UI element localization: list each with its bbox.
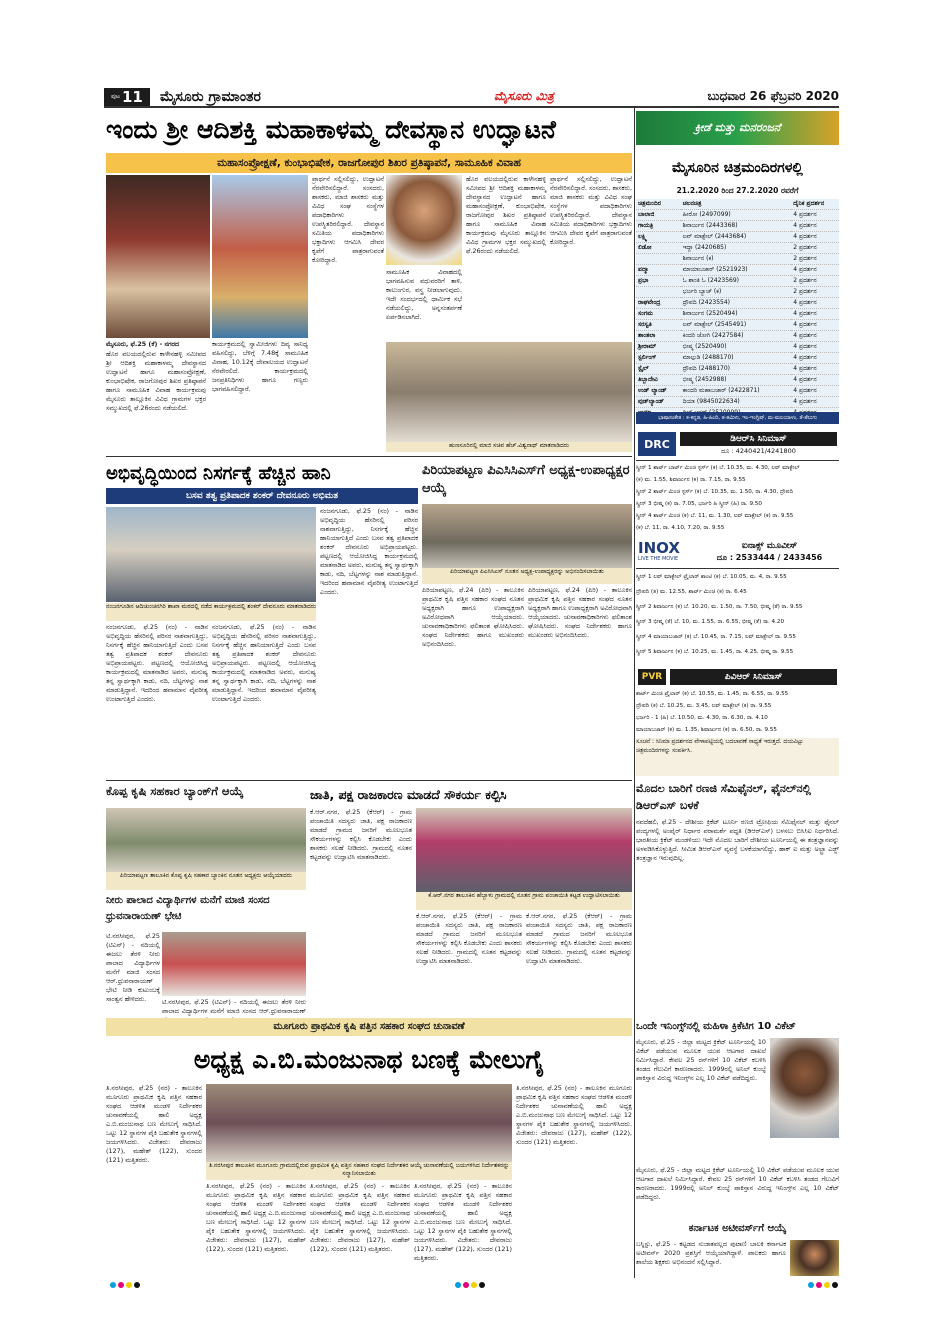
- cinema-row: [636, 309, 839, 320]
- theatre-name: ಶಾಂತಲಾ: [636, 331, 681, 342]
- cinema-row: [636, 397, 839, 408]
- inox-line: ಸ್ಕ್ರೀನ್ 3 ಭೀಷ್ಮ (ತೆ) ಬೆ. 10, ಮ. 1.55, ರಾ. 6.55, ಭೀಷ್ಮ (ತೆ) ರಾ. 4.20: [636, 619, 785, 625]
- article6-body: ಟಿ.ನರಸೀಪುರ, ಫೆ.25 (ಟಿಎನ್) - ನದಿಯಲ್ಲಿ ಈಜಲು ತೆರಳಿ ನೀರು ಪಾಲಾದ ವಿದ್ಯಾರ್ಥಿಗಳ ಮನೆಗೆ ಮಾಜಿ ಸಂಸದ ಆರ್.ಧ್ರುವನಾರಾಯಣ್ ಭೇಟಿ ನೀಡಿ ಕುಟುಂಬಕ್ಕೆ ಸಾಂತ್ವನ ಹೇಳಿದರು.: [106, 932, 160, 1003]
- shows-count: 4 ಪ್ರದರ್ಶನ: [791, 221, 839, 232]
- shows-count: 4 ಪ್ರದರ್ಶನ: [791, 265, 839, 276]
- pvr-line: ಮಾಯಾಬಜಾರ್ (ಕ) ಮ. 1.35, ಶಿವಾರ್ಜುನ (ಕ) ರಾ. 6.50, ರಾ. 9.55: [636, 727, 777, 733]
- drc-header: [636, 430, 839, 461]
- article7-kicker: ಮೂಗೂರು ಪ್ರಾಥಮಿಕ ಕೃಷಿ ಪತ್ತಿನ ಸಹಕಾರ ಸಂಘದ ಚುನಾವಣೆ: [106, 1018, 632, 1036]
- movie-title: ಶಿವಾರ್ಜುನ (ಕ): [681, 254, 792, 265]
- article4-caption: ಪಿರಿಯಾಪಟ್ಟಣ ತಾಲೂಕಿನ ಕೊಪ್ಪ ಕೃಷಿ ಸಹಕಾರ ಬ್ಯಾಂಕಿನ ನೂತನ ಅಧ್ಯಕ್ಷರು ಆಯ್ಕೆಯಾದರು: [106, 872, 306, 890]
- shows-count: 4 ಪ್ರದರ್ಶನ: [791, 364, 839, 375]
- movie-title: ಲವ್ ಮಾಕ್ಟೇಲ್ (2443684): [681, 232, 792, 243]
- article5-body-col3: ಕೆ.ಆರ್.ನಗರ, ಫೆ.25 (ಕೆಆರ್) - ಗ್ರಾಮ ಪಂಚಾಯಿತಿ ಸದಸ್ಯರು ಜಾತಿ, ಪಕ್ಷ ರಾಜಕಾರಣ ಮಾಡದೆ ಗ್ರಾಮದ ಜನರಿಗೆ ಮೂಲಭೂತ ಸೌಕರ್ಯಗಳನ್ನು ಕಲ್ಪಿಸಿ ಕೊಡಬೇಕು ಎಂದು ಶಾಸಕರು ಸಲಹೆ ನೀಡಿದರು. ಗ್ರಾಮದಲ್ಲಿ ನೂತನ ಕಟ್ಟಡವನ್ನು ಉದ್ಘಾಟಿಸಿ ಮಾತನಾಡಿದರು.: [526, 912, 632, 965]
- movie-title: ಲವ್ ಮಾಕ್ಟೇಲ್ (2545491): [681, 320, 792, 331]
- shows-count: 2 ಪ್ರದರ್ಶನ: [791, 276, 839, 287]
- theatre-name: ರಾಘವೇಂದ್ರ: [636, 298, 681, 309]
- drc-line: ಸ್ಕ್ರೀನ್ 4 ಶಾರ್ಟ್ ಮಿಂಚಿ (ಕ) ಬೆ. 11, ಮ. 1.30, ಲವ್ ಮಾಕ್ಟೇಲ್ (ಕ) ರಾ. 9.55: [636, 513, 794, 519]
- article2-body-col2: ನಂಜನಗೂಡು, ಫೆ.25 (ನಂ) - ನಾಡಿನ ಅಭಿವೃದ್ಧಿಯ ಹೆಸರಿನಲ್ಲಿ ಪರಿಸರ ನಾಶವಾಗುತ್ತಿದ್ದು, ನಿಸರ್ಗಕ್ಕೆ ಹೆಚ್ಚಿನ ಹಾನಿಯಾಗುತ್ತಿದೆ ಎಂದು ಬಸವ ತತ್ವ ಪ್ರತಿಪಾದಕ ಶಂಕರ್ ದೇವನೂರು ಅಭಿಪ್ರಾಯಪಟ್ಟರು. ಪಟ್ಟಣದಲ್ಲಿ ಆಯೋಜಿಸಿದ್ದ ಕಾರ್ಯಕ್ರಮದಲ್ಲಿ ಮಾತನಾಡಿದ ಅವರು, ಮನುಷ್ಯ ತನ್ನ ಸ್ವಾರ್ಥಕ್ಕಾಗಿ ಕಾಡು, ನದಿ, ಬೆಟ್ಟಗಳನ್ನು ನಾಶ ಮಾಡುತ್ತಿದ್ದಾನೆ. ಇದರಿಂದ ಹವಾಮಾನ ವೈಪರೀತ್ಯ ಉಂಟಾಗುತ್ತಿದೆ ಎಂದರು.: [212, 623, 316, 703]
- column-divider: [634, 108, 635, 1278]
- inox-title: ಐನಾಕ್ಸ್ ಮೂವೀಸ್: [741, 541, 798, 551]
- shows-count: 4 ಪ್ರದರ್ಶನ: [791, 386, 839, 397]
- inox-line: ದ್ರೌಪದಿ (ತ) ಮ. 12.55, ಶಾರ್ಟ್ ಮಿಂಚಿ (ಕ) ರಾ. 6.45: [636, 589, 747, 595]
- page-number-box: [104, 88, 150, 106]
- cinema-row: [636, 243, 839, 254]
- inox-logo: [638, 540, 698, 566]
- article7-photo: [206, 1084, 512, 1162]
- shows-count: 4 ಪ್ರದರ್ಶನ: [791, 397, 839, 408]
- pvr-line: ದ್ರೌಪದಿ (ಕ) ಬೆ. 10.25, ಮ. 3.45, ಲವ್ ಮಾಕ್ಟೇಲ್ (ಕ) ರಾ. 9.55: [636, 703, 772, 709]
- article5-body-col2: ಕೆ.ಆರ್.ನಗರ, ಫೆ.25 (ಕೆಆರ್) - ಗ್ರಾಮ ಪಂಚಾಯಿತಿ ಸದಸ್ಯರು ಜಾತಿ, ಪಕ್ಷ ರಾಜಕಾರಣ ಮಾಡದೆ ಗ್ರಾಮದ ಜನರಿಗೆ ಮೂಲಭೂತ ಸೌಕರ್ಯಗಳನ್ನು ಕಲ್ಪಿಸಿ ಕೊಡಬೇಕು ಎಂದು ಶಾಸಕರು ಸಲಹೆ ನೀಡಿದರು. ಗ್ರಾಮದಲ್ಲಿ ನೂತನ ಕಟ್ಟಡವನ್ನು ಉದ್ಘಾಟಿಸಿ ಮಾತನಾಡಿದರು.: [416, 912, 522, 965]
- shows-count: 2 ಪ್ರದರ್ಶನ: [791, 287, 839, 298]
- article6-photo: [162, 932, 306, 996]
- article7-headline: ಅಧ್ಯಕ್ಷ ಎ.ಬಿ.ಮಂಜುನಾಥ ಬಣಕ್ಕೆ ಮೇಲುಗೈ: [193, 1045, 545, 1074]
- theatre-name: ಸ್ಟೈಲ್: [636, 364, 681, 375]
- article2-body-col1: ನಂಜನಗೂಡು, ಫೆ.25 (ನಂ) - ನಾಡಿನ ಅಭಿವೃದ್ಧಿಯ ಹೆಸರಿನಲ್ಲಿ ಪರಿಸರ ನಾಶವಾಗುತ್ತಿದ್ದು, ನಿಸರ್ಗಕ್ಕೆ ಹೆಚ್ಚಿನ ಹಾನಿಯಾಗುತ್ತಿದೆ ಎಂದು ಬಸವ ತತ್ವ ಪ್ರತಿಪಾದಕ ಶಂಕರ್ ದೇವನೂರು ಅಭಿಪ್ರಾಯಪಟ್ಟರು. ಪಟ್ಟಣದಲ್ಲಿ ಆಯೋಜಿಸಿದ್ದ ಕಾರ್ಯಕ್ರಮದಲ್ಲಿ ಮಾತನಾಡಿದ ಅವರು, ಮನುಷ್ಯ ತನ್ನ ಸ್ವಾರ್ಥಕ್ಕಾಗಿ ಕಾಡು, ನದಿ, ಬೆಟ್ಟಗಳನ್ನು ನಾಶ ಮಾಡುತ್ತಿದ್ದಾನೆ. ಇದರಿಂದ ಹವಾಮಾನ ವೈಪರೀತ್ಯ ಉಂಟಾಗುತ್ತಿದೆ ಎಂದರು.: [106, 623, 208, 703]
- drs-headline: ಮೊದಲ ಬಾರಿಗೆ ರಣಜಿ ಸೆಮಿಫೈನಲ್, ಫೈನಲ್‌ನಲ್ಲಿ ಡಿಆರ್‌ಎಸ್ ಬಳಕೆ: [636, 782, 811, 812]
- shows-count: 4 ಪ್ರದರ್ಶನ: [791, 320, 839, 331]
- theatre-name: ಉಡ್ ಲ್ಯಾಂಡ್: [636, 386, 681, 397]
- drc-phone: ದೂ : 4240421/4241800: [721, 447, 796, 455]
- movie-title: ಶಿವಾರ್ಜುನ (2443368): [681, 221, 792, 232]
- article7-caption: ತಿ.ನರಸೀಪುರ ತಾಲೂಕಿನ ಮೂಗೂರು ಗ್ರಾಮದಲ್ಲಿರುವ ಪ್ರಾಥಮಿಕ ಕೃಷಿ ಪತ್ತಿನ ಸಹಕಾರ ಸಂಘದ ನಿರ್ದೇಶಕರ ಆಯ್ಕೆ ಚುನಾವಣೆಯಲ್ಲಿ ಜಯಗಳಿಸಿದ ನಿರ್ದೇಶಕರನ್ನು ಸನ್ಮಾನಿಸಲಾಯಿತು: [206, 1162, 512, 1180]
- cinema-row: [636, 221, 839, 232]
- article5-photo: [416, 808, 632, 892]
- article2-body-col3: ನಂಜನಗೂಡು, ಫೆ.25 (ನಂ) - ನಾಡಿನ ಅಭಿವೃದ್ಧಿಯ ಹೆಸರಿನಲ್ಲಿ ಪರಿಸರ ನಾಶವಾಗುತ್ತಿದ್ದು, ನಿಸರ್ಗಕ್ಕೆ ಹೆಚ್ಚಿನ ಹಾನಿಯಾಗುತ್ತಿದೆ ಎಂದು ಬಸವ ತತ್ವ ಪ್ರತಿಪಾದಕ ಶಂಕರ್ ದೇವನೂರು ಅಭಿಪ್ರಾಯಪಟ್ಟರು. ಪಟ್ಟಣದಲ್ಲಿ ಆಯೋಜಿಸಿದ್ದ ಕಾರ್ಯಕ್ರಮದಲ್ಲಿ ಮಾತನಾಡಿದ ಅವರು, ಮನುಷ್ಯ ತನ್ನ ಸ್ವಾರ್ಥಕ್ಕಾಗಿ ಕಾಡು, ನದಿ, ಬೆಟ್ಟಗಳನ್ನು ನಾಶ ಮಾಡುತ್ತಿದ್ದಾನೆ. ಇದರಿಂದ ಹವಾಮಾನ ವೈಪರೀತ್ಯ ಉಂಟಾಗುತ್ತಿದೆ ಎಂದರು.: [320, 507, 418, 596]
- lead-body-col6: ಪ್ರಾರ್ಥನೆ ಸಲ್ಲಿಸಲಿದ್ದು, ಉದ್ಘಾಟನೆ ನೆರವೇರಿಸಲಿದ್ದಾರೆ. ಸಂಸದರು, ಶಾಸಕರು, ಮಾಜಿ ಶಾಸಕರು ಮತ್ತು ವಿವಿಧ ಸಂಘ ಸಂಸ್ಥೆಗಳ ಪದಾಧಿಕಾರಿಗಳು ಉಪಸ್ಥಿತರಿರಲಿದ್ದಾರೆ. ದೇವಸ್ಥಾನ ಸಮಿತಿಯ ಪದಾಧಿಕಾರಿಗಳು ಭಕ್ತಾದಿಗಳು ಆಗಮಿಸಿ ದೇವರ ಕೃಪೆಗೆ ಪಾತ್ರರಾಗುವಂತೆ ಕೋರಿದ್ದಾರೆ.: [550, 175, 632, 246]
- lead-body-col5: ಹೊರ ವಲಯದಲ್ಲಿರುವ ಕಾಳೇನಹಳ್ಳಿ ಸಮೀಪದ ಶ್ರೀ ಆದಿಶಕ್ತಿ ಮಹಾಕಾಳಮ್ಮ ದೇವಸ್ಥಾನದ ಉದ್ಘಾಟನೆ ಹಾಗೂ ಮಹಾಸಂಪ್ರೋಕ್ಷಣೆ, ಕುಂಭಾಭಿಷೇಕ, ರಾಜಗೋಪುರ ಶಿಖರ ಪ್ರತಿಷ್ಠಾಪನೆ ಹಾಗೂ ಸಾಮೂಹಿಕ ವಿವಾಹ ಕಾರ್ಯಕ್ರಮವು ಮೈಸೂರು ತಾಲ್ಲೂಕಿನ ವಿವಿಧ ಗ್ರಾಮಗಳ ಭಕ್ತರ ಸಮ್ಮುಖದಲ್ಲಿ ಫೆ.26ರಂದು ನಡೆಯಲಿದೆ.: [466, 175, 546, 255]
- theatre-name: ಸಂಗಮ: [636, 309, 681, 320]
- cinema-row: [636, 375, 839, 386]
- shows-count: 4 ಪ್ರದರ್ಶನ: [791, 232, 839, 243]
- movie-title: ಕಿಂದರಿ ಜೋಗಿ (2427584): [681, 331, 792, 342]
- lead-dateline: ಮೈಸೂರು, ಫೆ.25 (ಕೆ) - ನಗರದ: [106, 340, 180, 348]
- cinema-row: [636, 210, 839, 221]
- registration-dot: [134, 1282, 140, 1288]
- lead-body-col1: ಹೊರ ವಲಯದಲ್ಲಿರುವ ಕಾಳೇನಹಳ್ಳಿ ಸಮೀಪದ ಶ್ರೀ ಆದಿಶಕ್ತಿ ಮಹಾಕಾಳಮ್ಮ ದೇವಸ್ಥಾನದ ಉದ್ಘಾಟನೆ ಹಾಗೂ ಮಹಾಸಂಪ್ರೋಕ್ಷಣೆ, ಕುಂಭಾಭಿಷೇಕ, ರಾಜಗೋಪುರ ಶಿಖರ ಪ್ರತಿಷ್ಠಾಪನೆ ಹಾಗೂ ಸಾಮೂಹಿಕ ವಿವಾಹ ಕಾರ್ಯಕ್ರಮವು ಮೈಸೂರು ತಾಲ್ಲೂಕಿನ ವಿವಿಧ ಗ್ರಾಮಗಳ ಭಕ್ತರ ಸಮ್ಮುಖದಲ್ಲಿ ಫೆ.26ರಂದು ನಡೆಯಲಿದೆ.: [106, 350, 206, 412]
- movie-title: ಮಾಲ್ಗುಡಿ (2488170): [681, 353, 792, 364]
- article7-body-col1: ತಿ.ನರಸೀಪುರ, ಫೆ.25 (ನರ) - ತಾಲೂಕಿನ ಮೂಗೂರು ಪ್ರಾಥಮಿಕ ಕೃಷಿ ಪತ್ತಿನ ಸಹಕಾರ ಸಂಘದ ಆಡಳಿತ ಮಂಡಳಿ ನಿರ್ದೇಶಕರ ಚುನಾವಣೆಯಲ್ಲಿ ಹಾಲಿ ಅಧ್ಯಕ್ಷ ಎ.ಬಿ.ಮಂಜುನಾಥ ಬಣ ಮೇಲುಗೈ ಸಾಧಿಸಿದೆ. ಒಟ್ಟು 12 ಸ್ಥಾನಗಳ ಪೈಕಿ ಬಹುತೇಕ ಸ್ಥಾನಗಳಲ್ಲಿ ಜಯಗಳಿಸಿದರು. ವಿಜೇತರು: ದೇವರಾಜು (127), ಮಹೇಶ್ (122), ಸುಂದರ (121) ಮತ್ತಿತರರು.: [106, 1084, 202, 1164]
- article7-body-col3: ತಿ.ನರಸೀಪುರ, ಫೆ.25 (ನರ) - ತಾಲೂಕಿನ ಮೂಗೂರು ಪ್ರಾಥಮಿಕ ಕೃಷಿ ಪತ್ತಿನ ಸಹಕಾರ ಸಂಘದ ಆಡಳಿತ ಮಂಡಳಿ ನಿರ್ದೇಶಕರ ಚುನಾವಣೆಯಲ್ಲಿ ಹಾಲಿ ಅಧ್ಯಕ್ಷ ಎ.ಬಿ.ಮಂಜುನಾಥ ಬಣ ಮೇಲುಗೈ ಸಾಧಿಸಿದೆ. ಒಟ್ಟು 12 ಸ್ಥಾನಗಳ ಪೈಕಿ ಬಹುತೇಕ ಸ್ಥಾನಗಳಲ್ಲಿ ಜಯಗಳಿಸಿದರು. ವಿಜೇತರು: ದೇವರಾಜು (127), ಮಹೇಶ್ (122), ಸುಂದರ (121) ಮತ್ತಿತರರು.: [310, 1182, 410, 1253]
- page-label: ಪುಟ: [111, 93, 120, 100]
- article3-headline: ಪಿರಿಯಾಪಟ್ಟಣ ಪಿಎಸಿಸಿಎಸ್‌ಗೆ ಅಧ್ಯಕ್ಷ-ಉಪಾಧ್ಯಕ್ಷರ ಆಯ್ಕೆ: [422, 463, 630, 496]
- cinema-row: [636, 320, 839, 331]
- lead-headline: ಇಂದು ಶ್ರೀ ಆದಿಶಕ್ತಿ ಮಹಾಕಾಳಮ್ಮ ದೇವಸ್ಥಾನ ಉದ್ಘಾಟನೆ: [106, 115, 556, 144]
- article7-body-col5: ತಿ.ನರಸೀಪುರ, ಫೆ.25 (ನರ) - ತಾಲೂಕಿನ ಮೂಗೂರು ಪ್ರಾಥಮಿಕ ಕೃಷಿ ಪತ್ತಿನ ಸಹಕಾರ ಸಂಘದ ಆಡಳಿತ ಮಂಡಳಿ ನಿರ್ದೇಶಕರ ಚುನಾವಣೆಯಲ್ಲಿ ಹಾಲಿ ಅಧ್ಯಕ್ಷ ಎ.ಬಿ.ಮಂಜುನಾಥ ಬಣ ಮೇಲುಗೈ ಸಾಧಿಸಿದೆ. ಒಟ್ಟು 12 ಸ್ಥಾನಗಳ ಪೈಕಿ ಬಹುತೇಕ ಸ್ಥಾನಗಳಲ್ಲಿ ಜಯಗಳಿಸಿದರು. ವಿಜೇತರು: ದೇವರಾಜು (127), ಮಹೇಶ್ (122), ಸುಂದರ (121) ಮತ್ತಿತರರು.: [516, 1084, 632, 1146]
- cinema-row: [636, 386, 839, 397]
- movie-title: ಭೀಷ್ಮ (2452988): [681, 375, 792, 386]
- drc-line: (ಕ) ಮ. 1.55, ಶಿವಾರ್ಜುನ (ಕ) ರಾ. 7.15, ರಾ. 9.55: [636, 477, 746, 483]
- article6-body-cont: ಟಿ.ನರಸೀಪುರ, ಫೆ.25 (ಟಿಎನ್) - ನದಿಯಲ್ಲಿ ಈಜಲು ತೆರಳಿ ನೀರು ಪಾಲಾದ ವಿದ್ಯಾರ್ಥಿಗಳ ಮನೆಗೆ ಮಾಜಿ ಸಂಸದ ಆರ್.ಧ್ರುವನಾರಾಯಣ್: [162, 998, 306, 1015]
- pvr-line: ಭರ್ಜರಿ - 1 (ಹಿ) ಬೆ. 10.50, ಮ. 4.30, ರಾ. 6.30, ರಾ. 4.10: [636, 715, 768, 721]
- theatre-name: ವುಡ್‌ಲ್ಯಾಂಡ್: [636, 397, 681, 408]
- article3-caption: ಪಿರಿಯಾಪಟ್ಟಣ ಪಿಎಸಿಸಿಎಸ್ ನೂತನ ಅಧ್ಯಕ್ಷ-ಉಪಾಧ್ಯಕ್ಷರನ್ನು ಅಭಿನಂದಿಸಲಾಯಿತು: [422, 568, 632, 584]
- shows-count: 4 ಪ್ರದರ್ಶನ: [791, 210, 839, 221]
- article2-caption: ನಂಜನಗೂಡಿನ ಆದಿಚುಂಚನಗಿರಿ ಶಾಖಾ ಮಠದಲ್ಲಿ ನಡೆದ ಕಾರ್ಯಕ್ರಮದಲ್ಲಿ ಶಂಕರ್ ದೇವನೂರು ಮಾತನಾಡಿದರು: [106, 603, 316, 621]
- movie-title: ಭರ್ಜರಿ ಬ್ಯಾಚ್ (ಕ): [681, 287, 792, 298]
- theatre-name: [636, 287, 681, 298]
- inox-line: ಸ್ಕ್ರೀನ್ 5 ಶಿವಾರ್ಜುನ (ಕ) ಬೆ. 10.25, ಮ. 1.45, ರಾ. 4.25, ಭೀಷ್ಮ ರಾ. 9.55: [636, 649, 794, 655]
- movie-title: ಮಾಯಾಬಜಾರ್ (2521923): [681, 265, 792, 276]
- movie-title: ಶಿವಾರ್ಜುನ (2520494): [681, 309, 792, 320]
- inox-line: ಸ್ಕ್ರೀನ್ 1 ಲವ್ ಮಾಕ್ಟೇಲ್ ಟ್ರೈಲಾರ್ ಶಾಂಟಿ (ಕ) ಬೆ. 10.05, ಮ. 4, ರಾ. 9.55: [636, 574, 787, 580]
- lead-body-col3: ಪ್ರಾರ್ಥನೆ ಸಲ್ಲಿಸಲಿದ್ದು, ಉದ್ಘಾಟನೆ ನೆರವೇರಿಸಲಿದ್ದಾರೆ. ಸಂಸದರು, ಶಾಸಕರು, ಮಾಜಿ ಶಾಸಕರು ಮತ್ತು ವಿವಿಧ ಸಂಘ ಸಂಸ್ಥೆಗಳ ಪದಾಧಿಕಾರಿಗಳು ಉಪಸ್ಥಿತರಿರಲಿದ್ದಾರೆ. ದೇವಸ್ಥಾನ ಸಮಿತಿಯ ಪದಾಧಿಕಾರಿಗಳು ಭಕ್ತಾದಿಗಳು ಆಗಮಿಸಿ ದೇವರ ಕೃಪೆಗೆ ಪಾತ್ರರಾಗುವಂತೆ ಕೋರಿದ್ದಾರೆ.: [312, 175, 384, 264]
- theatre-name: ತಿಬ್ಬಾದೇವಿ: [636, 375, 681, 386]
- cricket-headline: ಒಂದೇ ಇನಿಂಗ್ಸ್‌ನಲ್ಲಿ ಮಹಿಳಾ ಕ್ರಿಕೆಟಿಗ 10 ವಿಕೆಟ್: [636, 1021, 796, 1032]
- cinema-row: [636, 232, 839, 243]
- registration-dot: [808, 1282, 814, 1288]
- article5-caption: ಕೆ.ಆರ್.ನಗರ ತಾಲೂಕಿನ ಹೆಬ್ಬಾಳು ಗ್ರಾಮದಲ್ಲಿ ನೂತನ ಗ್ರಾಮ ಪಂಚಾಯಿತಿ ಕಟ್ಟಡ ಉದ್ಘಾಟಿಸಲಾಯಿತು: [416, 892, 632, 910]
- page-number: 11: [121, 88, 143, 106]
- theatre-name: ಗಾಯತ್ರಿ: [636, 221, 681, 232]
- movie-title: ದ್ರೌಪದಿ (2423554): [681, 298, 792, 309]
- lead-subhead: ಮಹಾಸಂಪ್ರೋಕ್ಷಣೆ, ಕುಂಭಾಭಿಷೇಕ, ರಾಜಗೋಪುರ ಶಿಖರ ಪ್ರತಿಷ್ಠಾಪನೆ, ಸಾಮೂಹಿಕ ವಿವಾಹ: [106, 153, 632, 173]
- theatre-name: ಲಿಡೋ: [636, 243, 681, 254]
- inox-listings: [636, 570, 839, 666]
- cricketer-photo: [770, 1038, 839, 1138]
- lead-body-col2: ಕಾರ್ಯಕ್ರಮದಲ್ಲಿ ಸ್ವಾಮೀಜಿಗಳು ದಿವ್ಯ ಸಾನಿಧ್ಯ ವಹಿಸಲಿದ್ದು, ಬೆಳಿಗ್ಗೆ 7.48ಕ್ಕೆ ಸಾಮೂಹಿಕ ವಿವಾಹ, 10.12ಕ್ಕೆ ದೇವಾಲಯದ ಉದ್ಘಾಟನೆ ನೆರವೇರಲಿದೆ. ಕಾರ್ಯಕ್ರಮದಲ್ಲಿ ಜನಪ್ರತಿನಿಧಿಗಳು ಹಾಗೂ ಗಣ್ಯರು ಭಾಗವಹಿಸಲಿದ್ದಾರೆ.: [212, 340, 308, 393]
- child-photo: [790, 1240, 839, 1276]
- article5-body-col1: ಕೆ.ಆರ್.ನಗರ, ಫೆ.25 (ಕೆಆರ್) - ಗ್ರಾಮ ಪಂಚಾಯಿತಿ ಸದಸ್ಯರು ಜಾತಿ, ಪಕ್ಷ ರಾಜಕಾರಣ ಮಾಡದೆ ಗ್ರಾಮದ ಜನರಿಗೆ ಮೂಲಭೂತ ಸೌಕರ್ಯಗಳನ್ನು ಕಲ್ಪಿಸಿ ಕೊಡಬೇಕು ಎಂದು ಶಾಸಕರು ಸಲಹೆ ನೀಡಿದರು. ಗ್ರಾಮದಲ್ಲಿ ನೂತನ ಕಟ್ಟಡವನ್ನು ಉದ್ಘಾಟಿಸಿ ಮಾತನಾಡಿದರು.: [310, 808, 412, 861]
- registration-dot: [816, 1282, 822, 1288]
- cinema-row: [636, 254, 839, 265]
- cinema-col-header: ಚಲನಚಿತ್ರ: [681, 199, 792, 210]
- registration-dot: [110, 1282, 116, 1288]
- cinema-table-header: [636, 199, 839, 210]
- registration-dot: [126, 1282, 132, 1288]
- drc-line: ಸ್ಕ್ರೀನ್ 2 ಶಾರ್ಟ್ ಮಿಂಚಿ ಸ್ಟರ್ಸ್ (ಕ) ಬೆ. 10.35, ಮ. 1.50, ರಾ. 4.30, ದ್ರೌಪದಿ: [636, 489, 794, 495]
- movie-title: ಕಾಂದರಿ ಮಹಾಬಜಾರ್ (2422871): [681, 386, 792, 397]
- lead-body-col4: ಸಾಮೂಹಿಕ ವಿವಾಹದಲ್ಲಿ ಭಾಗವಹಿಸುವ ವಧುವರರಿಗೆ ತಾಳಿ, ಕಾಲುಂಗುರ, ವಸ್ತ್ರ ನೀಡಲಾಗುವುದು. ಇದೇ ಸಂದರ್ಭದಲ್ಲಿ ಧಾರ್ಮಿಕ ಸಭೆ ನಡೆಯಲಿದ್ದು, ಅನ್ನಸಂತರ್ಪಣೆ ಏರ್ಪಡಿಸಲಾಗಿದೆ.: [386, 268, 462, 321]
- swamiji-photo: [386, 175, 462, 265]
- cinema-row: [636, 298, 839, 309]
- temple-tower-photo: [212, 175, 308, 338]
- movie-title: ದ್ರೌಪದಿ (2488170): [681, 364, 792, 375]
- cinema-row: [636, 265, 839, 276]
- registration-dot: [479, 1282, 485, 1288]
- cinema-listings: [636, 199, 839, 411]
- masthead: [104, 88, 839, 108]
- theatre-name: ಸರಸ್ವತಿ: [636, 320, 681, 331]
- movie-title: ಹೀರೋ (2497099): [681, 210, 792, 221]
- movie-title: ದಿಯಾ (9845022634): [681, 397, 792, 408]
- article7-body-col2: ತಿ.ನರಸೀಪುರ, ಫೆ.25 (ನರ) - ತಾಲೂಕಿನ ಮೂಗೂರು ಪ್ರಾಥಮಿಕ ಕೃಷಿ ಪತ್ತಿನ ಸಹಕಾರ ಸಂಘದ ಆಡಳಿತ ಮಂಡಳಿ ನಿರ್ದೇಶಕರ ಚುನಾವಣೆಯಲ್ಲಿ ಹಾಲಿ ಅಧ್ಯಕ್ಷ ಎ.ಬಿ.ಮಂಜುನಾಥ ಬಣ ಮೇಲುಗೈ ಸಾಧಿಸಿದೆ. ಒಟ್ಟು 12 ಸ್ಥಾನಗಳ ಪೈಕಿ ಬಹುತೇಕ ಸ್ಥಾನಗಳಲ್ಲಿ ಜಯಗಳಿಸಿದರು. ವಿಜೇತರು: ದೇವರಾಜು (127), ಮಹೇಶ್ (122), ಸುಂದರ (121) ಮತ್ತಿತರರು.: [206, 1182, 306, 1253]
- cinema-row: [636, 353, 839, 364]
- registration-dot: [455, 1282, 461, 1288]
- movie-title: ಓ ಶಾಂತಿ ಓ (2423569): [681, 276, 792, 287]
- article4-photo: [106, 808, 306, 872]
- cinema-row: [636, 342, 839, 353]
- theatre-name: [636, 254, 681, 265]
- issue-date: ಬುಧವಾರ 26 ಫೆಬ್ರವರಿ 2020: [707, 89, 839, 103]
- inox-logo-text: INOX: [638, 539, 680, 557]
- inox-line: ಸ್ಕ್ರೀನ್ 4 ಮಾಯಾಬಜಾರ್ (ಕ) ಬೆ. 10.45, ರಾ. 7.15, ಲವ್ ಮಾಕ್ಟೇಲ್ ರಾ. 9.55: [636, 634, 796, 640]
- article4-headline: ಕೊಪ್ಪ ಕೃಷಿ ಸಹಕಾರ ಬ್ಯಾಂಕ್‌ಗೆ ಆಯ್ಕೆ: [106, 784, 244, 798]
- pvr-listings: [636, 688, 839, 736]
- article5-headline: ಜಾತಿ, ಪಕ್ಷ ರಾಜಕಾರಣ ಮಾಡದೆ ಸೌಕರ್ಯ ಕಲ್ಪಿಸಿ: [310, 787, 507, 802]
- inox-header: [636, 538, 839, 569]
- cricket-body-left: ಮೈಸೂರು, ಫೆ.25 - ಜಿಲ್ಲಾ ಮಟ್ಟದ ಕ್ರಿಕೆಟ್ ಟೂರ್ನಿಯಲ್ಲಿ 10 ವಿಕೆಟ್ ಪಡೆಯುವ ಮೂಲಕ ಯುವ ಆಟಗಾರ ದಾಖಲೆ ನಿರ್ಮಿಸಿದ್ದಾರೆ. ಕೇವಲ 25 ರನ್‌ಗಳಿಗೆ 10 ವಿಕೆಟ್ ಕಬಳಿಸಿ ತಂಡದ ಗೆಲುವಿಗೆ ಕಾರಣರಾದರು. 1999ರಲ್ಲಿ ಅನಿಲ್ ಕುಂಬ್ಳೆ ಪಾಕಿಸ್ತಾನ ವಿರುದ್ಧ ಇನಿಂಗ್ಸ್‌ನ ಎಲ್ಲ 10 ವಿಕೆಟ್ ಪಡೆದಿದ್ದರು.: [636, 1038, 766, 1082]
- shows-count: 4 ಪ್ರದರ್ಶನ: [791, 309, 839, 320]
- cinema-col-header: ದೈನಿಕ ಪ್ರದರ್ಶನ: [791, 199, 839, 210]
- drc-line: (ಕ) ಬೆ. 11, ರಾ. 4.10, 7.20, ರಾ. 9.55: [636, 525, 725, 531]
- divider: [106, 780, 632, 781]
- ambassador-headline: ಕರ್ನಾಟಕ ಅಟೀವರ್ಸ್‌ಗೆ ಆಯ್ಕೆ: [688, 1223, 787, 1234]
- brand-logo: ಮೈಸೂರು ಮಿತ್ರ: [494, 89, 554, 103]
- shows-count: 4 ಪ್ರದರ್ಶನ: [791, 331, 839, 342]
- goddess-photo: [106, 175, 210, 338]
- cinema-row: [636, 287, 839, 298]
- shows-count: 4 ಪ್ರದರ್ಶನ: [791, 342, 839, 353]
- article3-body-col2: ಪಿರಿಯಾಪಟ್ಟಣ, ಫೆ.24 (ಪಿರಿ) - ತಾಲೂಕಿನ ಪ್ರಾಥಮಿಕ ಕೃಷಿ ಪತ್ತಿನ ಸಹಕಾರ ಸಂಘದ ನೂತನ ಅಧ್ಯಕ್ಷರಾಗಿ ಹಾಗೂ ಉಪಾಧ್ಯಕ್ಷರಾಗಿ ಅವಿರೋಧವಾಗಿ ಆಯ್ಕೆಯಾದರು. ಚುನಾವಣಾಧಿಕಾರಿಗಳು ಫಲಿತಾಂಶ ಘೋಷಿಸಿದರು. ಸಂಘದ ನಿರ್ದೇಶಕರು ಹಾಗೂ ಮುಖಂಡರು ಅಭಿನಂದಿಸಿದರು.: [528, 586, 632, 639]
- inox-tagline: LIVE THE MOVIE: [638, 556, 679, 562]
- movie-title: ಇದ್ದಾ (2420685): [681, 243, 792, 254]
- pvr-title: ಪಿವಿಆರ್ ಸಿನಿಮಾಸ್: [670, 669, 837, 685]
- theatre-name: ಬಾಲಾಜಿ: [636, 210, 681, 221]
- drc-line: ಸ್ಕ್ರೀನ್ 1 ಶಾರ್ಟ್ ಬಾರ್ಟ್ ಮಿಂಚಿ ಸ್ಟರ್ಸ್ (ಕ) ಬೆ. 10.35, ಮ. 4.30, ಲವ್ ಮಾಕ್ಟೇಲ್: [636, 465, 800, 471]
- shows-count: 2 ಪ್ರದರ್ಶನ: [791, 243, 839, 254]
- registration-dot: [118, 1282, 124, 1288]
- theatre-name: ಲಕ್ಷ್ಮಿ: [636, 232, 681, 243]
- inox-phone: ದೂ : 2533444 / 2433456: [716, 553, 823, 562]
- pvr-header: [636, 668, 839, 686]
- drs-body: ನವದೆಹಲಿ, ಫೆ.25 - ದೇಶೀಯ ಕ್ರಿಕೆಟ್ ಟೂರ್ನಿ ರಣಜಿ ಟ್ರೋಫಿಯ ಸೆಮಿಫೈನಲ್ ಮತ್ತು ಫೈನಲ್ ಪಂದ್ಯಗಳಲ್ಲಿ ಅಂಪೈರ್ ನಿರ್ಧಾರ ಪರಾಮರ್ಶೆ ಪದ್ಧತಿ (ಡಿಆರ್‌ಎಸ್) ಬಳಸಲು ಬಿಸಿಸಿಐ ನಿರ್ಧರಿಸಿದೆ. ಭಾರತೀಯ ಕ್ರಿಕೆಟ್ ಮಂಡಳಿಯು ಇದೇ ಮೊದಲ ಬಾರಿಗೆ ದೇಶೀಯ ಟೂರ್ನಿಯಲ್ಲಿ ಈ ತಂತ್ರಜ್ಞಾನವನ್ನು ಅಳವಡಿಸಿಕೊಳ್ಳುತ್ತಿದೆ. ಸೀಮಿತ ಡಿಆರ್‌ಎಸ್ ವ್ಯವಸ್ಥೆ ಬಳಕೆಯಾಗಲಿದ್ದು, ಹಾಕ್ ಐ ಮತ್ತು ಅಲ್ಟ್ರಾ ಎಡ್ಜ್ ತಂತ್ರಜ್ಞಾನ ಇರುವುದಿಲ್ಲ.: [636, 818, 839, 862]
- theatre-name: ಪ್ರಭಾ: [636, 276, 681, 287]
- shows-count: 4 ಪ್ರದರ್ಶನ: [791, 353, 839, 364]
- pvr-line: ಶಾರ್ಟ್ ಮಿಂಚಿ ಟ್ರೈಲಾರ್ (ಕ) ಬೆ. 10.55, ಮ. 1.45, ರಾ. 6.55, ರಾ. 9.55: [636, 691, 789, 697]
- cinema-table: [636, 199, 839, 419]
- shows-count: 2 ಪ್ರದರ್ಶನ: [791, 254, 839, 265]
- inox-line: ಸ್ಕ್ರೀನ್ 2 ಶಿವಾರ್ಜುನ (ಕ) ಬೆ. 10.20, ಮ. 1.50, ರಾ. 7.50, ಭೀಷ್ಮ (ತೆ) ರಾ. 9.55: [636, 604, 803, 610]
- divider: [106, 456, 632, 457]
- cinema-title: ಮೈಸೂರಿನ ಚಿತ್ರಮಂದಿರಗಳಲ್ಲಿ: [672, 160, 803, 176]
- drc-line: ಸ್ಕ್ರೀನ್ 3 ಭೀಷ್ಮ (ಕ) ರಾ. 7.05, ಭರ್ಜರಿ ಹಿ ಸ್ಕ್ರೀನ್ (ಹಿ) ರಾ. 9.50: [636, 501, 762, 507]
- article2-headline: ಅಭಿವೃದ್ಧಿಯಿಂದ ನಿಸರ್ಗಕ್ಕೆ ಹೆಚ್ಚಿನ ಹಾನಿ: [106, 463, 331, 484]
- theatre-name: ಸ್ಟರ್ಲಿಂಗ್: [636, 353, 681, 364]
- cinema-row: [636, 364, 839, 375]
- section-name: ಮೈಸೂರು ಗ್ರಾಮಾಂತರ: [160, 89, 261, 105]
- cinema-footer: ಸೂಚನೆ : ಸಿನಿಮಾ ಪ್ರದರ್ಶನದ ವೇಳಾಪಟ್ಟಿಯಲ್ಲಿ ಬದಲಾವಣೆ ಸಾಧ್ಯತೆ ಇರುತ್ತದೆ. ದಯವಿಟ್ಟು ಚಿತ್ರಮಂದಿರಗಳನ್ನು ಸಂಪರ್ಕಿಸಿ.: [636, 738, 839, 776]
- movie-title: ಭೀಷ್ಮ (2520490): [681, 342, 792, 353]
- drc-title: ಡಿಆರ್‌ಸಿ ಸಿನಿಮಾಸ್: [680, 432, 837, 446]
- ambassador-body: ಬಸ್ನಿಸ್ಟು, ಫೆ.25 - ಕಟ್ಟಡದ ಸುಜಾತವಲ್ಲದ ಪುಟಾಣಿ ಬಾಲಕಿ ಕರ್ನಾಟಕ ಅಟೀವರ್ಸ್ 2020 ಪ್ರಶಸ್ತಿಗೆ ಆಯ್ಕೆಯಾಗಿದ್ದಾಳೆ. ಪಾಲಕರು ಹಾಗೂ ಶಾಲೆಯ ಶಿಕ್ಷಕರು ಅಭಿನಂದನೆ ಸಲ್ಲಿಸಿದ್ದಾರೆ.: [636, 1240, 786, 1266]
- cinema-row: [636, 331, 839, 342]
- theatre-name: ಶ್ರೀರಾಮ್: [636, 342, 681, 353]
- cinema-col-header: ಚಿತ್ರಮಂದಿರ: [636, 199, 681, 210]
- sports-banner-title: ಕ್ರೀಡೆ ಮತ್ತು ಮನರಂಜನೆ: [694, 121, 781, 134]
- cinema-dates: 21.2.2020 ರಿಂದ 27.2.2020 ರವರೆಗೆ: [676, 186, 799, 195]
- registration-dot: [824, 1282, 830, 1288]
- drc-listings: [636, 462, 839, 534]
- cricket-body-bottom: ಮೈಸೂರು, ಫೆ.25 - ಜಿಲ್ಲಾ ಮಟ್ಟದ ಕ್ರಿಕೆಟ್ ಟೂರ್ನಿಯಲ್ಲಿ 10 ವಿಕೆಟ್ ಪಡೆಯುವ ಮೂಲಕ ಯುವ ಆಟಗಾರ ದಾಖಲೆ ನಿರ್ಮಿಸಿದ್ದಾರೆ. ಕೇವಲ 25 ರನ್‌ಗಳಿಗೆ 10 ವಿಕೆಟ್ ಕಬಳಿಸಿ ತಂಡದ ಗೆಲುವಿಗೆ ಕಾರಣರಾದರು. 1999ರಲ್ಲಿ ಅನಿಲ್ ಕುಂಬ್ಳೆ ಪಾಕಿಸ್ತಾನ ವಿರುದ್ಧ ಇನಿಂಗ್ಸ್‌ನ ಎಲ್ಲ 10 ವಿಕೆಟ್ ಪಡೆದಿದ್ದರು.: [636, 1166, 839, 1201]
- pvr-logo: PVR: [638, 669, 666, 685]
- theatre-name: ಪದ್ಮಾ: [636, 265, 681, 276]
- registration-dot: [471, 1282, 477, 1288]
- cinema-language-note: ಭಾಷಾಸಂಕೇತ : ಕ-ಕನ್ನಡ, ಹಿ-ಹಿಂದಿ, ತ-ತಮಿಳು, ಇಂ-ಇಂಗ್ಲಿಷ್, ಮ-ಮಲಯಾಳಂ, ತೆ-ತೆಲುಗು: [636, 412, 839, 424]
- article2-photo: [106, 507, 316, 602]
- meeting-photo-caption: ಹುಣಸೂರಿನಲ್ಲಿ ಮಾಜಿ ಸಚಿವ ಹೆಚ್.ವಿಶ್ವನಾಥ್ ಮಾತನಾಡಿದರು: [386, 442, 632, 452]
- sports-banner: [636, 111, 839, 145]
- registration-dot: [463, 1282, 469, 1288]
- drc-logo: DRC: [638, 432, 676, 456]
- cinema-row: [636, 276, 839, 287]
- article3-photo: [422, 504, 632, 568]
- shows-count: 4 ಪ್ರದರ್ಶನ: [791, 298, 839, 309]
- article2-subhead: ಬಸವ ತತ್ವ ಪ್ರತಿಪಾದಕ ಶಂಕರ್ ದೇವನೂರು ಅಭಿಮತ: [106, 488, 418, 504]
- article3-body-col1: ಪಿರಿಯಾಪಟ್ಟಣ, ಫೆ.24 (ಪಿರಿ) - ತಾಲೂಕಿನ ಪ್ರಾಥಮಿಕ ಕೃಷಿ ಪತ್ತಿನ ಸಹಕಾರ ಸಂಘದ ನೂತನ ಅಧ್ಯಕ್ಷರಾಗಿ ಹಾಗೂ ಉಪಾಧ್ಯಕ್ಷರಾಗಿ ಅವಿರೋಧವಾಗಿ ಆಯ್ಕೆಯಾದರು. ಚುನಾವಣಾಧಿಕಾರಿಗಳು ಫಲಿತಾಂಶ ಘೋಷಿಸಿದರು. ಸಂಘದ ನಿರ್ದೇಶಕರು ಹಾಗೂ ಮುಖಂಡರು ಅಭಿನಂದಿಸಿದರು.: [422, 586, 524, 648]
- article7-body-col4: ತಿ.ನರಸೀಪುರ, ಫೆ.25 (ನರ) - ತಾಲೂಕಿನ ಮೂಗೂರು ಪ್ರಾಥಮಿಕ ಕೃಷಿ ಪತ್ತಿನ ಸಹಕಾರ ಸಂಘದ ಆಡಳಿತ ಮಂಡಳಿ ನಿರ್ದೇಶಕರ ಚುನಾವಣೆಯಲ್ಲಿ ಹಾಲಿ ಅಧ್ಯಕ್ಷ ಎ.ಬಿ.ಮಂಜುನಾಥ ಬಣ ಮೇಲುಗೈ ಸಾಧಿಸಿದೆ. ಒಟ್ಟು 12 ಸ್ಥಾನಗಳ ಪೈಕಿ ಬಹುತೇಕ ಸ್ಥಾನಗಳಲ್ಲಿ ಜಯಗಳಿಸಿದರು. ವಿಜೇತರು: ದೇವರಾಜು (127), ಮಹೇಶ್ (122), ಸುಂದರ (121) ಮತ್ತಿತರರು.: [414, 1182, 512, 1262]
- shows-count: 4 ಪ್ರದರ್ಶನ: [791, 375, 839, 386]
- meeting-photo: [386, 342, 632, 442]
- article6-headline: ನೀರು ಪಾಲಾದ ವಿದ್ಯಾರ್ಥಿಗಳ ಮನೆಗೆ ಮಾಜಿ ಸಂಸದ ಧ್ರುವನಾರಾಯಣ್ ಭೇಟಿ: [106, 895, 270, 922]
- registration-dot: [832, 1282, 838, 1288]
